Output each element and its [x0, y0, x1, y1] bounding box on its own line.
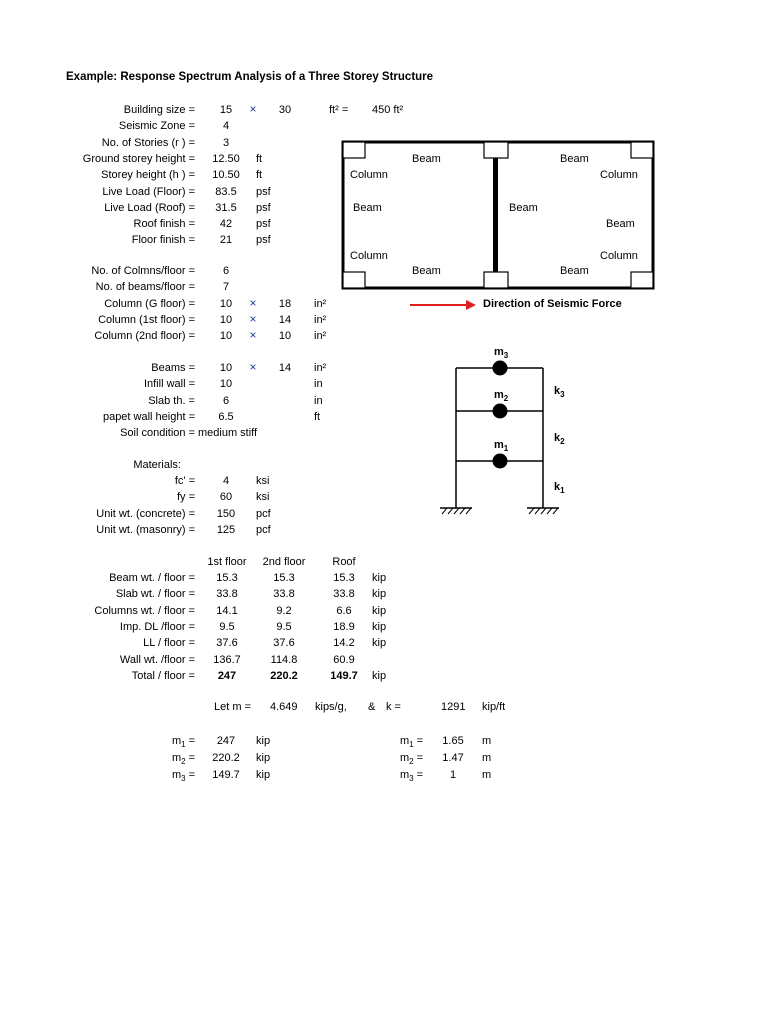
weights-cell: 220.2 — [270, 669, 298, 682]
row-label: Soil condition = — [120, 427, 195, 440]
row-label: Floor finish = — [131, 234, 195, 247]
material-label: fc' = — [174, 475, 195, 487]
weights-unit: kip — [372, 637, 387, 650]
m-value: 4.649 — [270, 701, 298, 713]
mass-unit: kip — [256, 769, 271, 781]
frame-label: Column — [350, 250, 388, 262]
row-value: 10 — [219, 313, 233, 326]
joint-top-middle — [484, 142, 508, 158]
row-label: Beams = — [151, 362, 195, 374]
row-label: papet wall height = — [102, 410, 195, 423]
row-label: Infill wall = — [143, 378, 195, 391]
weights-cell: 33.8 — [273, 588, 295, 601]
row-label: Column (2nd floor) = — [94, 330, 195, 343]
row-unit: psf — [256, 185, 271, 198]
row-label: Storey height (h ) = — [101, 169, 195, 182]
row-unit: psf — [256, 201, 271, 214]
weights-cell: 14.1 — [216, 604, 238, 617]
weights-row-label: Beam wt. / floor = — [109, 572, 195, 584]
mass-label-1: $m_1$ — [494, 439, 509, 453]
weights-unit: kip — [372, 604, 387, 617]
row-unit: in² — [314, 313, 327, 326]
row-value: 6 — [222, 265, 230, 277]
weights-unit: kip — [372, 620, 387, 633]
row-unit: in — [314, 394, 323, 407]
weights-column-header: 2nd floor — [262, 556, 306, 568]
frame-label: Beam — [560, 153, 589, 165]
row-label: Live Load (Floor) = — [102, 185, 195, 198]
weights-cell: 9.2 — [276, 604, 292, 617]
row-extra: 450 ft² — [372, 104, 404, 116]
weights-cell: 15.3 — [216, 572, 238, 584]
mass-1-node — [493, 454, 508, 469]
weights-cell: 149.7 — [330, 669, 358, 682]
material-label: Unit wt. (masonry) = — [96, 523, 195, 536]
weights-row-label: Slab wt. / floor = — [115, 588, 195, 601]
weights-column-header: 1st floor — [207, 556, 247, 568]
row-unit: ft — [314, 410, 321, 423]
material-value: 125 — [216, 523, 236, 536]
frame-label: Column — [350, 169, 388, 181]
row-value: 31.5 — [215, 201, 237, 214]
row-value-2: 30 — [278, 104, 292, 116]
weights-row-label: LL / floor = — [143, 637, 195, 650]
row-value: 10 — [219, 330, 233, 343]
mass-label: $m_2$ = — [172, 752, 196, 767]
weights-column-header: Roof — [332, 556, 356, 568]
weights-unit: kip — [372, 588, 387, 601]
frame-label: Beam — [412, 153, 441, 165]
k-value: 1291 — [441, 701, 466, 713]
mass-label: $m_3$ = — [400, 769, 424, 784]
weights-cell: 136.7 — [213, 653, 241, 666]
weights-cell: 6.6 — [336, 604, 352, 617]
mass-unit: kip — [256, 752, 271, 764]
joint-top-right — [631, 142, 653, 158]
material-value: 150 — [216, 507, 236, 520]
material-unit: pcf — [256, 507, 271, 520]
weights-cell: 9.5 — [276, 620, 292, 633]
weights-cell: 37.6 — [216, 637, 238, 650]
row-label: No. of beams/floor = — [95, 281, 195, 294]
material-value: 4 — [222, 475, 230, 487]
mass-label-3: $m_3$ — [494, 346, 509, 360]
seismic-direction-label: Direction of Seismic Force — [483, 298, 622, 310]
row-unit: in² — [314, 330, 327, 343]
k-label: k = — [386, 701, 401, 713]
row-value: medium stiff — [198, 427, 258, 440]
weights-cell: 33.8 — [216, 588, 238, 601]
row-value-2: 14 — [278, 313, 292, 326]
let-label: Let m = — [214, 701, 251, 713]
row-value: 4 — [222, 120, 230, 133]
k-unit: kip/ft — [482, 701, 506, 713]
mass-unit: kip — [256, 735, 271, 747]
row-label: Live Load (Roof) = — [104, 201, 195, 214]
mass-unit: m — [482, 769, 492, 781]
weights-cell: 15.3 — [333, 572, 355, 584]
row-label: Column (G floor) = — [104, 297, 195, 310]
row-value: 10 — [219, 362, 233, 374]
row-unit: in² — [314, 297, 327, 310]
mass-value: 220.2 — [212, 752, 240, 764]
row-value-2: 18 — [278, 297, 292, 310]
row-value: 6.5 — [218, 410, 234, 423]
joint-bottom-left — [343, 272, 365, 288]
row-value: 42 — [219, 218, 233, 231]
mass-label: $m_3$ = — [172, 769, 196, 784]
frame-label: Beam — [560, 265, 589, 277]
material-unit: ksi — [256, 491, 270, 504]
mass-value: 1.47 — [442, 752, 464, 764]
row-value: 10.50 — [212, 169, 240, 182]
weights-cell: 247 — [217, 669, 237, 682]
times-icon: × — [249, 295, 257, 310]
mass-value: 149.7 — [212, 769, 240, 781]
frame-diagram — [336, 135, 660, 295]
mass-label: $m_2$ = — [400, 752, 424, 767]
weights-cell: 33.8 — [333, 588, 355, 601]
row-label: Ground storey height = — [82, 152, 195, 165]
frame-label: Beam — [412, 265, 441, 277]
weights-cell: 14.2 — [333, 637, 355, 650]
middle-column — [493, 142, 498, 288]
stick-model-diagram — [432, 340, 582, 525]
row-value: 21 — [219, 234, 233, 247]
row-value: 12.50 — [212, 152, 240, 165]
mass-value: 247 — [216, 735, 236, 747]
weights-row-label: Columns wt. / floor = — [94, 604, 195, 617]
mass-unit: m — [482, 735, 492, 747]
material-unit: ksi — [256, 475, 270, 487]
weights-cell: 9.5 — [219, 620, 235, 633]
frame-label: Column — [600, 250, 638, 262]
joint-top-left — [343, 142, 365, 158]
weights-row-label: Total / floor = — [131, 669, 195, 682]
mass-label: $m_1$ = — [400, 735, 424, 750]
materials-heading: Materials: — [133, 459, 181, 471]
weights-cell: 15.3 — [273, 572, 295, 584]
row-value: 10 — [219, 297, 233, 310]
page-title: Example: Response Spectrum Analysis of a Three Storey Structure — [66, 71, 434, 83]
material-value: 60 — [219, 491, 233, 504]
row-unit: ft — [256, 169, 263, 182]
row-value: 3 — [222, 136, 230, 149]
row-value-2: 10 — [278, 330, 292, 343]
mass-value: 1.65 — [442, 735, 464, 747]
ampersand: & — [368, 701, 376, 713]
stiffness-label-2: $k_2$ — [554, 432, 565, 446]
frame-label: Beam — [509, 202, 538, 214]
row-value: 15 — [219, 104, 233, 116]
weights-cell: 37.6 — [273, 637, 295, 650]
row-label: No. of Colmns/floor = — [91, 265, 195, 277]
row-label: No. of Stories (r ) = — [101, 136, 195, 149]
mass-2-node — [493, 404, 508, 419]
row-unit: in — [314, 378, 323, 391]
material-label: fy = — [176, 491, 195, 504]
arrow-head-icon — [466, 300, 476, 310]
mass-label: $m_1$ = — [172, 735, 196, 750]
seismic-arrow — [408, 298, 478, 312]
joint-bottom-middle — [484, 272, 508, 288]
joint-bottom-right — [631, 272, 653, 288]
weights-row-label: Wall wt. /floor = — [119, 653, 195, 666]
mass-value: 1 — [449, 769, 457, 781]
weights-cell: 114.8 — [270, 653, 298, 666]
m-unit: kips/g, — [315, 701, 347, 713]
weights-cell: 18.9 — [333, 620, 355, 633]
stiffness-label-1: $k_1$ — [554, 481, 565, 495]
times-icon: × — [249, 102, 257, 116]
row-value: 7 — [222, 281, 230, 294]
row-label: Slab th. = — [148, 394, 195, 407]
frame-label: Beam — [606, 218, 635, 230]
weights-row-label: Imp. DL /floor = — [119, 620, 195, 633]
times-icon: × — [249, 311, 257, 326]
row-unit: psf — [256, 218, 271, 231]
row-label: Seismic Zone = — [118, 120, 195, 133]
material-unit: pcf — [256, 523, 271, 536]
weights-unit: kip — [372, 669, 387, 682]
row-unit: ft — [256, 152, 263, 165]
row-value: 10 — [219, 378, 233, 391]
mass-3-node — [493, 361, 508, 376]
row-label: Roof finish = — [133, 218, 195, 231]
mass-unit: m — [482, 752, 492, 764]
frame-label: Beam — [353, 202, 382, 214]
row-unit: ft² = — [329, 104, 349, 116]
row-unit: in² — [314, 362, 327, 374]
material-label: Unit wt. (concrete) = — [96, 507, 195, 520]
weights-unit: kip — [372, 572, 387, 584]
mass-label-2: $m_2$ — [494, 389, 509, 403]
row-value-2: 14 — [278, 362, 292, 374]
frame-label: Column — [600, 169, 638, 181]
times-icon: × — [249, 328, 257, 343]
weights-cell: 60.9 — [333, 653, 355, 666]
row-unit: psf — [256, 234, 271, 247]
times-icon: × — [249, 360, 257, 374]
stiffness-label-3: $k_3$ — [554, 385, 565, 399]
row-value: 83.5 — [215, 185, 237, 198]
row-label: Column (1st floor) = — [98, 313, 195, 326]
row-label: Building size = — [123, 104, 195, 116]
row-value: 6 — [222, 394, 230, 407]
